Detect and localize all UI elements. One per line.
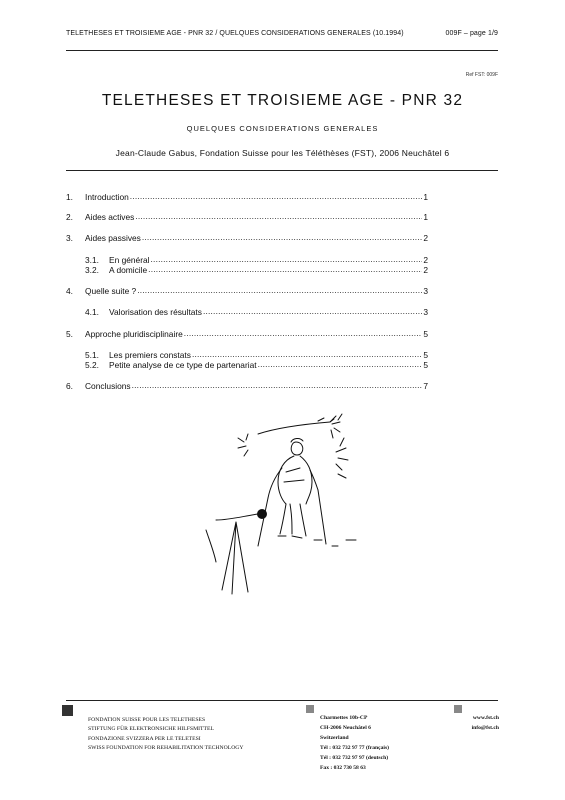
footer-email-link[interactable]: info@fst.ch [471, 725, 499, 731]
footer-foundation-names: FONDATION SUISSE POUR LES TELETHESES STIFTUNG FÜR ELEKTRONSICHE HILFSMITTEL FONDAZIONE SVIZZERA PER LE TELETESI SWISS FOUNDATION FOR REHABILITATION TECHNOLOGY [88, 717, 244, 751]
toc-entry-introduction[interactable]: 1. Introduction ..... 1 [66, 191, 428, 202]
footer-divider [66, 700, 498, 701]
toc-entry-premiers-constats[interactable]: 5.1. Les premiers constats ..... 5 [85, 349, 428, 360]
footer-square-mark [306, 705, 314, 713]
illustration-elderly-walker-sketch [196, 412, 366, 600]
toc-entry-petite-analyse[interactable]: 5.2. Petite analyse de ce type de partenariat ..... 5 [85, 359, 428, 370]
reference-code: Ref FST: 009F [465, 72, 498, 78]
toc-entry-conclusions[interactable]: 6. Conclusions ..... 7 [66, 380, 428, 391]
toc-entry-a-domicile[interactable]: 3.2. A domicile ..... 2 [85, 264, 428, 275]
document-author: Jean-Claude Gabus, Fondation Suisse pour les Téléthèses (FST), 2006 Neuchâtel 6 [115, 148, 450, 158]
footer-square-mark [454, 705, 462, 713]
document-title: TELETHESES ET TROISIEME AGE - PNR 32 [101, 92, 464, 109]
header-page-number: 009F – page 1/9 [445, 30, 498, 37]
header-title: TELETHESES ET TROISIEME AGE - PNR 32 / QUELQUES CONSIDERATIONS GENERALES (10.1994) [66, 30, 404, 37]
title-divider [66, 170, 498, 171]
footer-website-link[interactable]: www.fst.ch [472, 715, 499, 721]
footer-square-mark [62, 705, 73, 716]
toc-entry-quelle-suite[interactable]: 4. Quelle suite ? ..... 3 [66, 285, 428, 296]
footer-contact [472, 713, 499, 733]
footer-address: Charmettes 10b-CP CH-2006 Neuchâtel 6 Switzerland Tél : 032 732 97 77 (français) Tél : 032 732 97 97 (deutsch) Fax : 032 730 58 63 [320, 715, 389, 771]
toc-entry-valorisation[interactable]: 4.1. Valorisation des résultats ..... 3 [85, 306, 428, 317]
document-subtitle: QUELQUES CONSIDERATIONS GENERALES [186, 124, 379, 133]
toc-entry-aides-actives[interactable]: 2. Aides actives ..... 1 [66, 211, 428, 222]
header-divider [66, 50, 498, 51]
toc-entry-approche[interactable]: 5. Approche pluridisciplinaire ..... 5 [66, 328, 428, 339]
toc-entry-en-general[interactable]: 3.1. En général ..... 2 [85, 254, 428, 265]
toc-entry-aides-passives[interactable]: 3. Aides passives ..... 2 [66, 232, 428, 243]
